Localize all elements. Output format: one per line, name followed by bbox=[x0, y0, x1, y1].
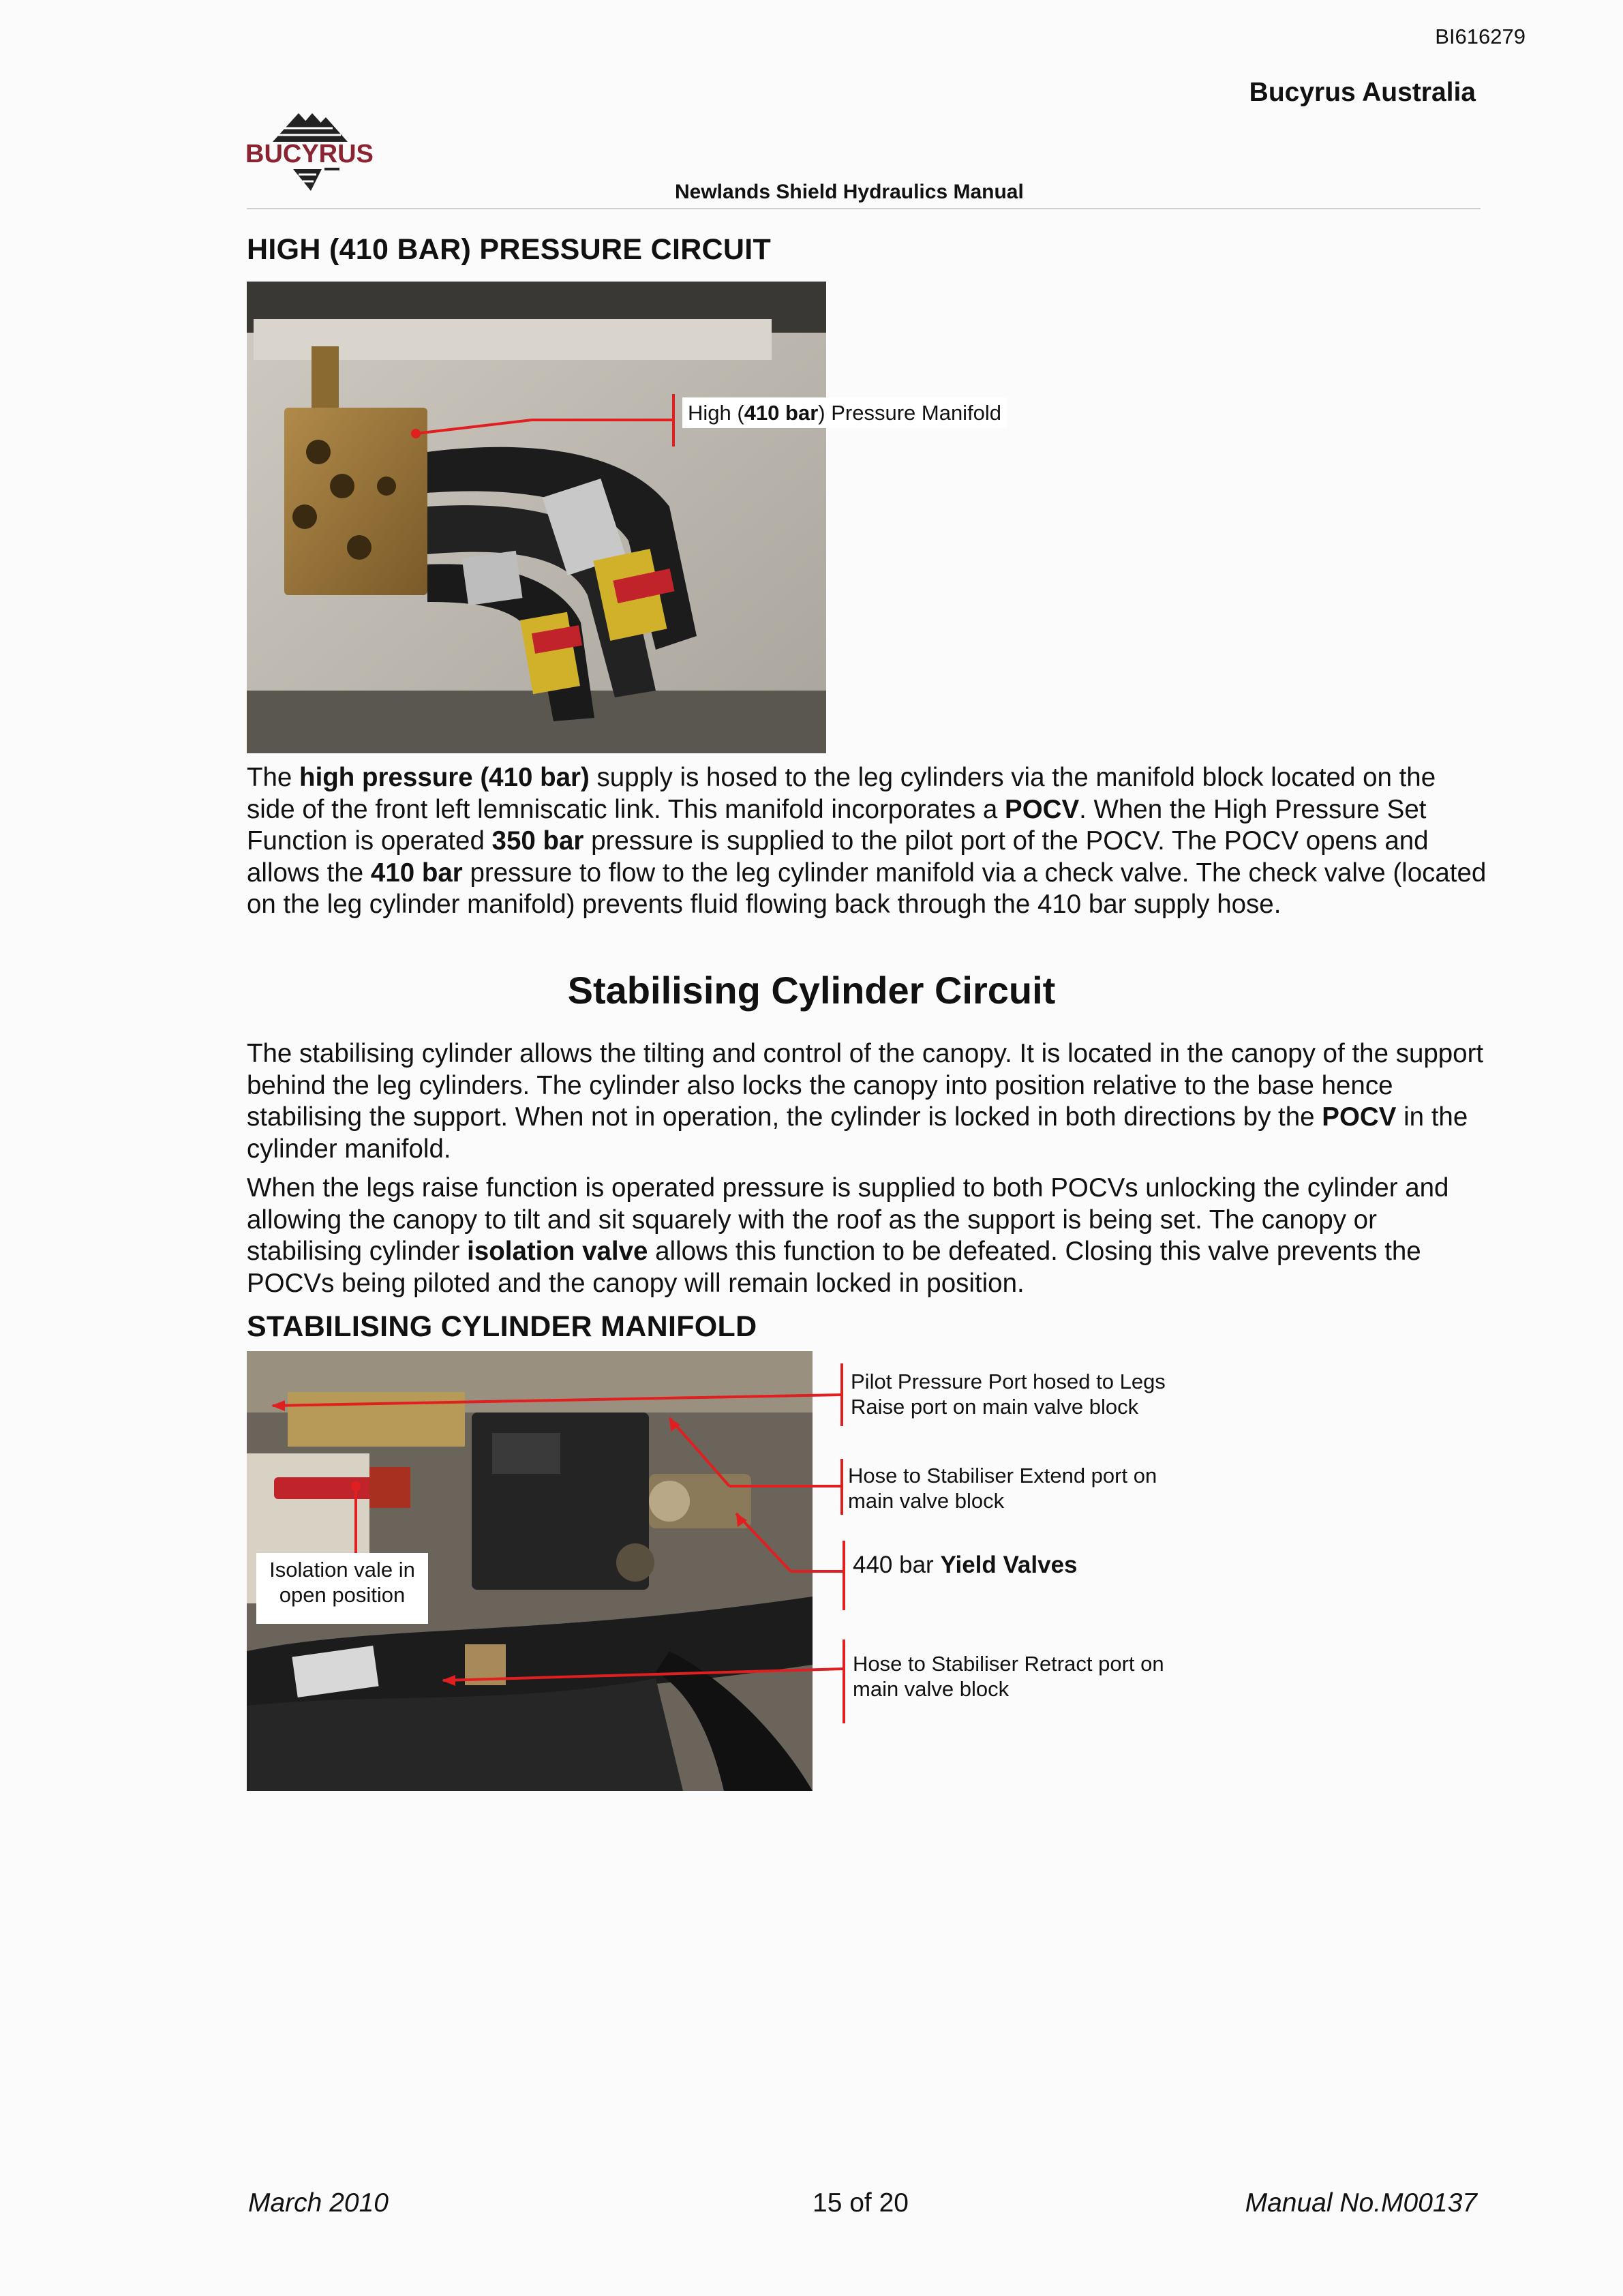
callout-high-pressure-manifold: High (410 bar) Pressure Manifold bbox=[682, 397, 1007, 428]
callout-isolation-valve: Isolation vale in open position bbox=[256, 1553, 428, 1624]
callout-stabiliser-extend-hose: Hose to Stabiliser Extend port on main valve block bbox=[848, 1464, 1157, 1513]
header-divider bbox=[247, 208, 1481, 209]
high-pressure-manifold-photo bbox=[247, 282, 826, 753]
company-name: Bucyrus Australia bbox=[1249, 78, 1476, 107]
manual-title: Newlands Shield Hydraulics Manual bbox=[675, 181, 1024, 203]
high-pressure-paragraph: The high pressure (410 bar) supply is hosed to the leg cylinders via the manifold block located on the side of the front left lemniscatic link. This manifold incorporates a POCV. When the High Pressure Set Function is operated 350 bar pressure is supplied to the pilot port of the POCV. The POCV opens and allows the 410 bar pressure to flow to the leg cylinder manifold via a check valve. The check valve (located on the leg cylinder manifold) prevents fluid flowing back through the 410 bar supply hose. bbox=[247, 763, 1487, 919]
footer-manual-number: Manual No.M00137 bbox=[1245, 2188, 1477, 2218]
section-heading-high-pressure: HIGH (410 BAR) PRESSURE CIRCUIT bbox=[247, 233, 772, 266]
callout-pilot-pressure-port: Pilot Pressure Port hosed to Legs Raise port on main valve block bbox=[851, 1370, 1166, 1419]
stabilising-paragraph-1: The stabilising cylinder allows the tilting and control of the canopy. It is located in the canopy of the support behind the leg cylinders. The cylinder also locks the canopy into position relative to the base hence stabilising the support. When not in operation, the cylinder is locked in both directions by the POCV in the cylinder manifold. bbox=[247, 1039, 1484, 1164]
section-heading-stabilising-circuit: Stabilising Cylinder Circuit bbox=[567, 969, 1056, 1012]
section-heading-stabilising-manifold: STABILISING CYLINDER MANIFOLD bbox=[247, 1310, 757, 1343]
callout-stabiliser-retract-hose: Hose to Stabiliser Retract port on main valve block bbox=[853, 1652, 1164, 1701]
footer-page-number: 15 of 20 bbox=[813, 2188, 909, 2218]
bucyrus-logo bbox=[245, 106, 395, 202]
document-id: BI616279 bbox=[1435, 25, 1526, 48]
stabilising-paragraph-2: When the legs raise function is operated pressure is supplied to both POCVs unlocking the cylinder and allowing the canopy to tilt and sit squarely with the roof as the support is being set. The canopy or stabilising cylinder isolation valve allows this function to be defeated. Closing this valve prevents the POCVs being piloted and the canopy will remain locked in position. bbox=[247, 1173, 1449, 1298]
footer-date: March 2010 bbox=[248, 2188, 389, 2218]
logo-text: BUCYRUS bbox=[245, 140, 374, 168]
callout-yield-valves: 440 bar Yield Valves bbox=[853, 1552, 1078, 1578]
